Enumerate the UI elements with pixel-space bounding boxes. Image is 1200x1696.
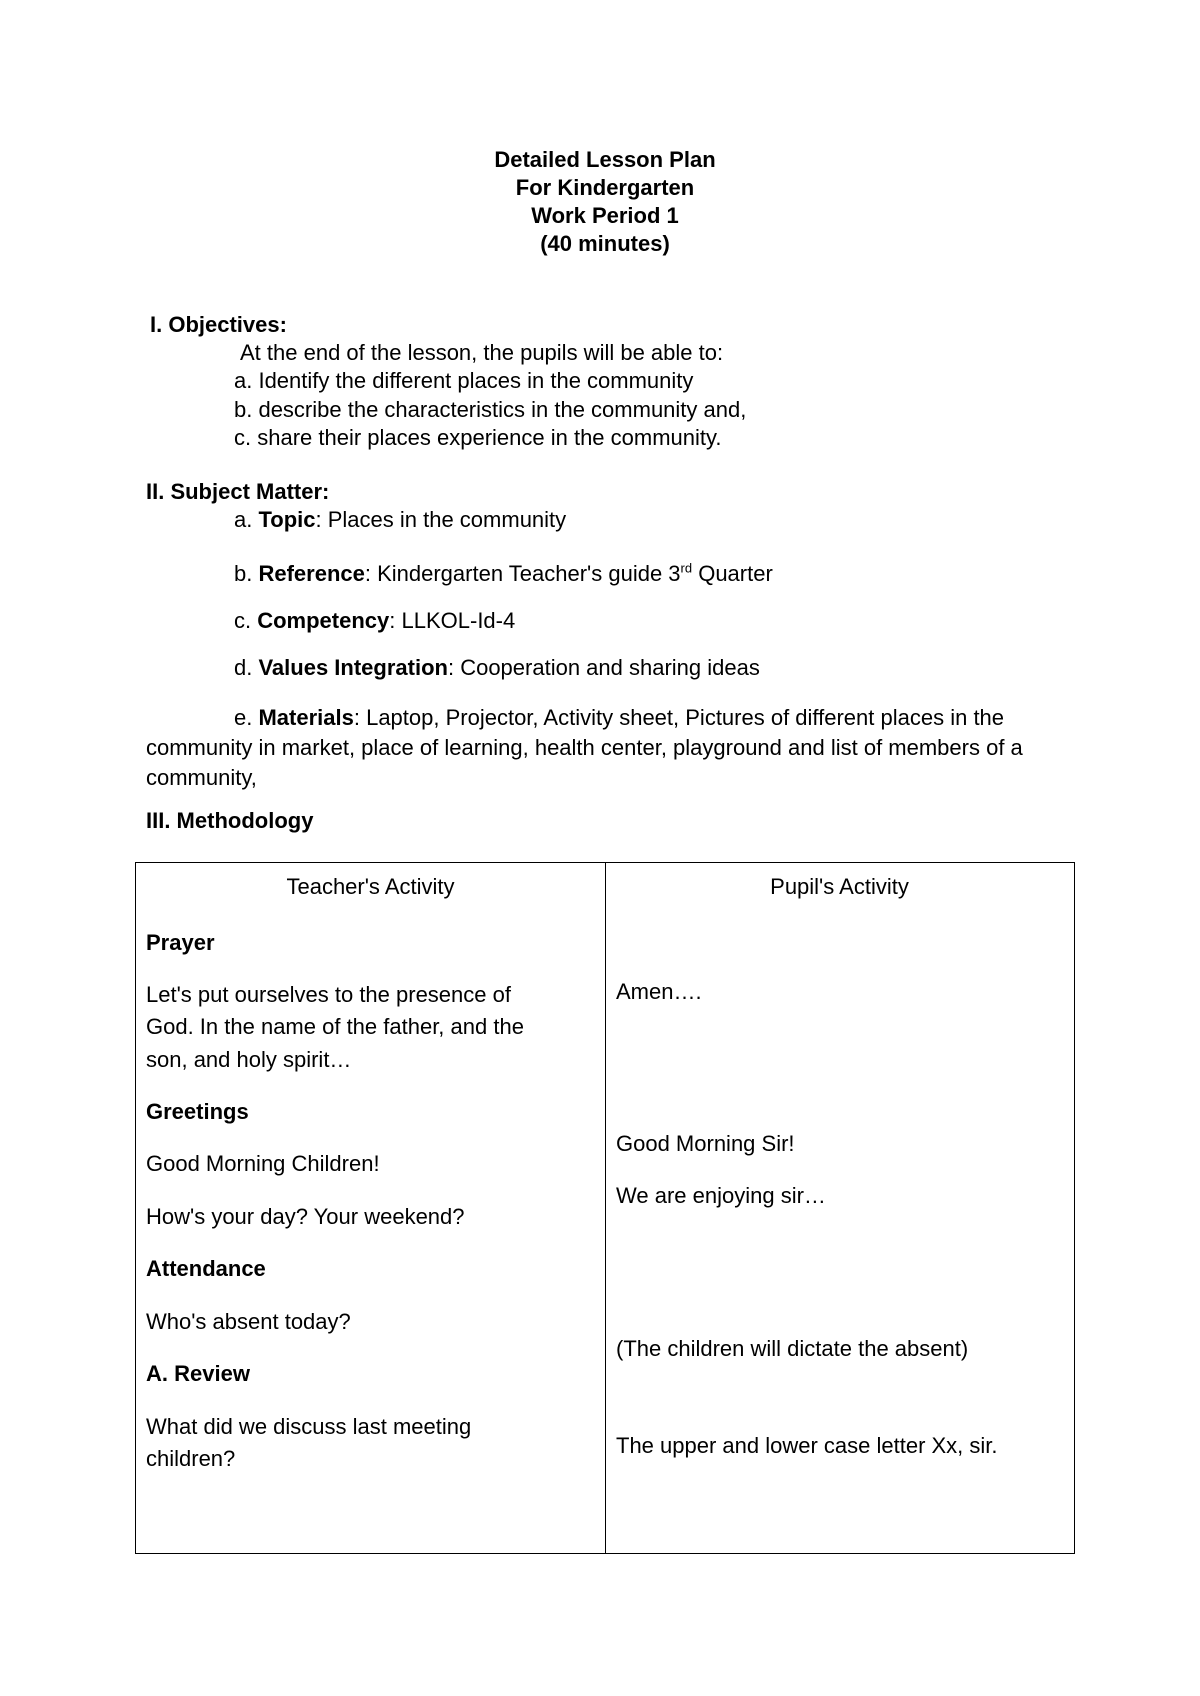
pupil-activity-header: Pupil's Activity (770, 874, 909, 899)
topic-prefix: a. (234, 507, 259, 532)
prayer-line-3: son, and holy spirit… (146, 1047, 352, 1072)
greeting-line-1: Good Morning Children! (146, 1151, 380, 1176)
materials-label: Materials (258, 705, 354, 730)
prayer-line-1: Let's put ourselves to the presence of (146, 982, 511, 1007)
topic-label: Topic (258, 507, 316, 532)
competency-value: : LLKOL-Id-4 (389, 608, 516, 633)
teacher-activity-header: Teacher's Activity (286, 874, 455, 899)
objectives-intro: At the end of the lesson, the pupils will be able to: (240, 340, 724, 365)
review-heading: A. Review (146, 1361, 250, 1386)
competency-label: Competency (257, 608, 390, 633)
objectives-heading: I. Objectives: (150, 312, 287, 337)
materials-prefix: e. (234, 705, 259, 730)
table-column-divider (605, 863, 606, 1553)
objective-item-c: c. share their places experience in the community. (234, 425, 722, 450)
greeting-line-2: How's your day? Your weekend? (146, 1204, 465, 1229)
attendance-question: Who's absent today? (146, 1309, 351, 1334)
attendance-heading: Attendance (146, 1256, 266, 1281)
reference-prefix: b. (234, 561, 259, 586)
values-integration-line (234, 654, 760, 682)
prayer-line-2: God. In the name of the father, and the (146, 1014, 524, 1039)
prayer-response: Amen…. (616, 979, 702, 1004)
subject-matter-heading: II. Subject Matter: (146, 479, 330, 504)
values-prefix: d. (234, 655, 259, 680)
attendance-response: (The children will dictate the absent) (616, 1336, 969, 1361)
reference-label: Reference (258, 561, 365, 586)
title-line-2: For Kindergarten (515, 175, 695, 200)
values-label: Values Integration (258, 655, 448, 680)
competency-prefix: c. (234, 608, 258, 633)
values-value: : Cooperation and sharing ideas (447, 655, 760, 680)
title-line-1: Detailed Lesson Plan (494, 147, 716, 172)
methodology-heading: III. Methodology (146, 808, 314, 833)
greeting-response-2: We are enjoying sir… (616, 1183, 826, 1208)
competency-line (234, 607, 515, 635)
reference-line (234, 560, 773, 588)
greeting-response-1: Good Morning Sir! (616, 1131, 795, 1156)
topic-line (234, 506, 566, 534)
materials-value: : Laptop, Projector, Activity sheet, Pictures of different places in the community in market, place of learning, health center, playground and list of members of a community, (146, 705, 1023, 790)
title-line-4: (40 minutes) (540, 231, 670, 256)
document-title (0, 146, 1200, 258)
methodology-table (135, 862, 1075, 1554)
title-line-3: Work Period 1 (531, 203, 679, 228)
prayer-heading: Prayer (146, 930, 215, 955)
review-line-2: children? (146, 1446, 236, 1471)
review-line-1: What did we discuss last meeting (146, 1414, 472, 1439)
review-response: The upper and lower case letter Xx, sir. (616, 1433, 998, 1458)
topic-value: : Places in the community (315, 507, 567, 532)
reference-superscript: rd (680, 560, 693, 576)
reference-value-end: Quarter (692, 561, 773, 586)
reference-value: : Kindergarten Teacher's guide 3 (364, 561, 681, 586)
objective-item-a: a. Identify the different places in the community (234, 368, 694, 393)
objective-item-b: b. describe the characteristics in the community and, (234, 397, 747, 422)
greetings-heading: Greetings (146, 1099, 249, 1124)
materials-paragraph (146, 703, 1066, 793)
